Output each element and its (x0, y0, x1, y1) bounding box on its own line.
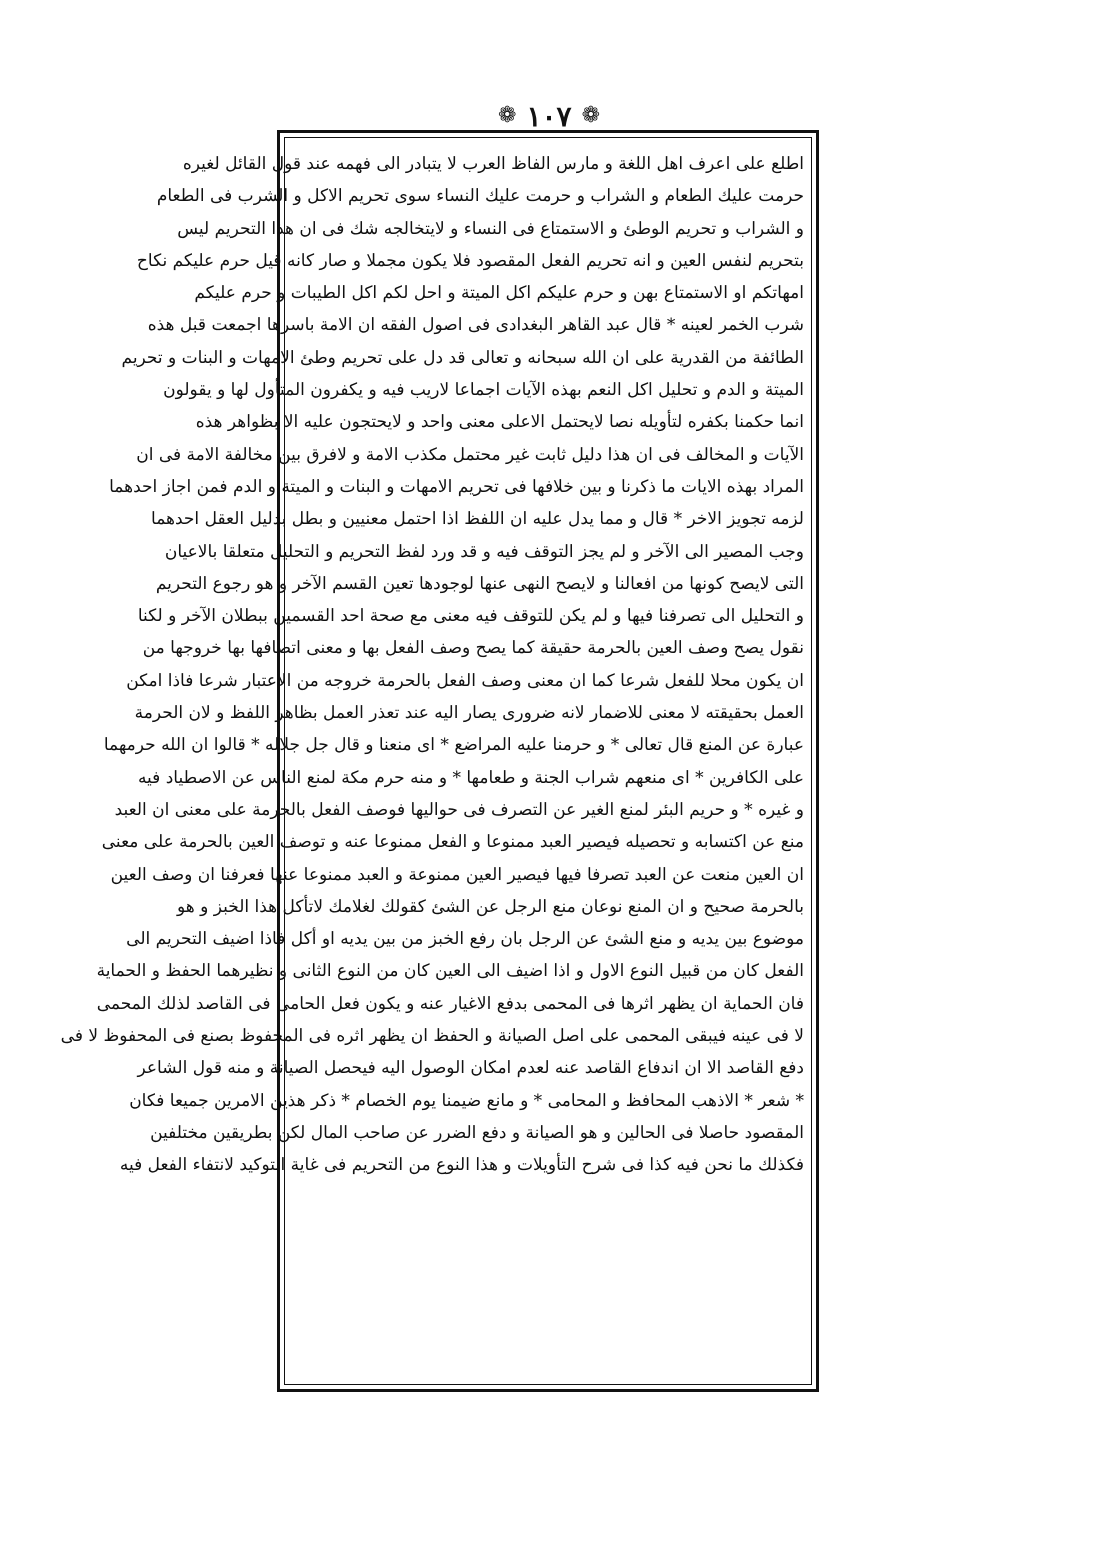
text-line: الآيات و المخالف فى ان هذا دليل ثابت غير محتمل مكذب الامة و لافرق بين مخالفة الامة فى ان (136, 444, 804, 465)
right-ornament-icon: ❁ (581, 103, 600, 128)
text-line: شرب الخمر لعينه * قال عبد القاهر البغدادى فى اصول الفقه ان الامة باسرها اجمعت قبل هذه (147, 315, 804, 336)
text-line: نقول يصح وصف العين بالحرمة حقيقة كما يصح وصف الفعل بها و معنى اتصافها بها خروجها من (142, 638, 804, 659)
text-line: انما حكمنا بكفره لتأويله نصا لايحتمل الاعلى معنى واحد و لايحتجون عليه الا بظواهر هذه (195, 412, 804, 433)
text-line: الطائفة من القدرية على ان الله سبحانه و تعالى قد دل على تحريم وطئ الامهات و البنات و تحريم (121, 347, 804, 368)
text-line: ان يكون محلا للفعل شرعا كما ان معنى وصف الفعل بالحرمة خروجه من الاعتبار شرعا فاذا امكن (126, 670, 804, 691)
text-line: و غيره * و حريم البئر لمنع الغير عن التصرف فى حواليها فوصف الفعل بالحرمة على معنى ان العبد (114, 799, 804, 820)
text-line: المقصود حاصلا فى الحالين و هو الصيانة و دفع الضرر عن صاحب المال لكن بطريقين مختلفين (150, 1122, 804, 1143)
text-line: امهاتكم او الاستمتاع بهن و حرم عليكم اكل الميتة و احل لكم اكل الطيبات و حرم عليكم (194, 283, 804, 304)
text-line: * شعر * الاذهب المحافظ و المحامى * و مانع ضيمنا يوم الخصام * ذكر هذين الامرين جميعا فكان (129, 1090, 804, 1111)
text-line: الميتة و الدم و تحليل اكل النعم بهذه الآيات اجماعا لاريب فيه و يكفرون المتأول لها و يقولون (163, 380, 804, 401)
text-line: عبارة عن المنع قال تعالى * و حرمنا عليه المراضع * اى منعنا و قال جل جلاله * قالوا ان الله حرمهما (103, 735, 804, 756)
text-line: فان الحماية ان يظهر اثرها فى المحمى بدفع الاغيار عنه و يكون فعل الحامى فى القاصد لذلك المحمى (96, 993, 804, 1014)
text-line: وجب المصير الى الآخر و لم يجز التوقف فيه و قد ورد لفظ التحريم و التحليل متعلقا بالاعيان (164, 541, 804, 562)
page-number: ١٠٧ (526, 99, 572, 133)
text-line: منع عن اكتسابه و تحصيله فيصير العبد ممنوعا و الفعل ممنوعا عنه و توصف العين بالحرمة على معنى (101, 832, 804, 853)
text-line: موضوع بين يديه و منع الشئ عن الرجل بان رفع الخبز من بين يديه او أكل فاذا اضيف التحريم الى (126, 929, 804, 950)
text-line: لزمه تجويز الاخر * قال و مما يدل عليه ان اللفظ اذا احتمل معنيين و بطل بدليل العقل احدهما (151, 509, 804, 530)
text-line: بتحريم لنفس العين و انه تحريم الفعل المقصود فلا يكون مجملا و صار كانه قيل حرم عليكم نكاح (136, 250, 804, 271)
text-line: ان العين منعت عن العبد تصرفا فيها فيصير العين ممنوعة و العبد ممنوعا عنها فعرفنا ان وصف العين (110, 864, 804, 885)
text-line: و الشراب و تحريم الوطئ و الاستمتاع فى النساء و لايتخالجه شك فى ان هذا التحريم ليس (177, 218, 804, 239)
text-line: التى لايصح كونها من افعالنا و لايصح النهى عنها لوجودها تعين القسم الآخر و هو رجوع التحريم (155, 573, 804, 594)
text-line: الفعل كان من قبيل النوع الاول و اذا اضيف الى العين كان من النوع الثانى و نظيرهما الحفظ و الحماية (96, 961, 804, 982)
left-ornament-icon: ❁ (498, 103, 517, 128)
text-line: و التحليل الى تصرفنا فيها و لم يكن للتوقف فيه معنى مع صحة احد القسمين ببطلان الآخر و لكنا (137, 606, 804, 627)
text-line: اطلع على اعرف اهل اللغة و مارس الفاظ العرب لا يتبادر الى فهمه عند قول القائل لغيره (182, 154, 804, 174)
text-line: فكذلك ما نحن فيه كذا فى شرح التأويلات و هذا النوع من التحريم فى غاية التوكيد لانتفاء الفعل فيه (119, 1155, 804, 1176)
text-line: دفع القاصد الا ان اندفاع القاصد عنه لعدم امكان الوصول اليه فيحصل الصيانة و منه قول الشاعر (137, 1058, 804, 1079)
text-line: العمل بحقيقته لا معنى للاضمار لانه ضرورى يصار اليه عند تعذر العمل بظاهر اللفظ و لان الحرمة (134, 703, 804, 724)
text-line: لا فى عينه فيبقى المحمى على اصل الصيانة و الحفظ ان يظهر اثره فى المحفوظ بصنع فى المحفوظ لا فى (60, 1026, 804, 1047)
text-line: بالحرمة صحيح و ان المنع نوعان منع الرجل عن الشئ كقولك لغلامك لاتأكل هذا الخبز و هو (176, 896, 804, 917)
text-body (60, 148, 804, 1378)
text-line: حرمت عليك الطعام و الشراب و حرمت عليك النساء سوى تحريم الاكل و الشرب فى الطعام (156, 186, 804, 207)
text-line: على الكافرين * اى منعهم شراب الجنة و طعامها * و منه حرم مكة لمنع الناس عن الاصطياد فيه (137, 767, 804, 788)
text-line: المراد بهذه الايات ما ذكرنا و بين خلافها فى تحريم الامهات و البنات و الميتة و الدم فمن اجاز احدهما (109, 476, 804, 497)
